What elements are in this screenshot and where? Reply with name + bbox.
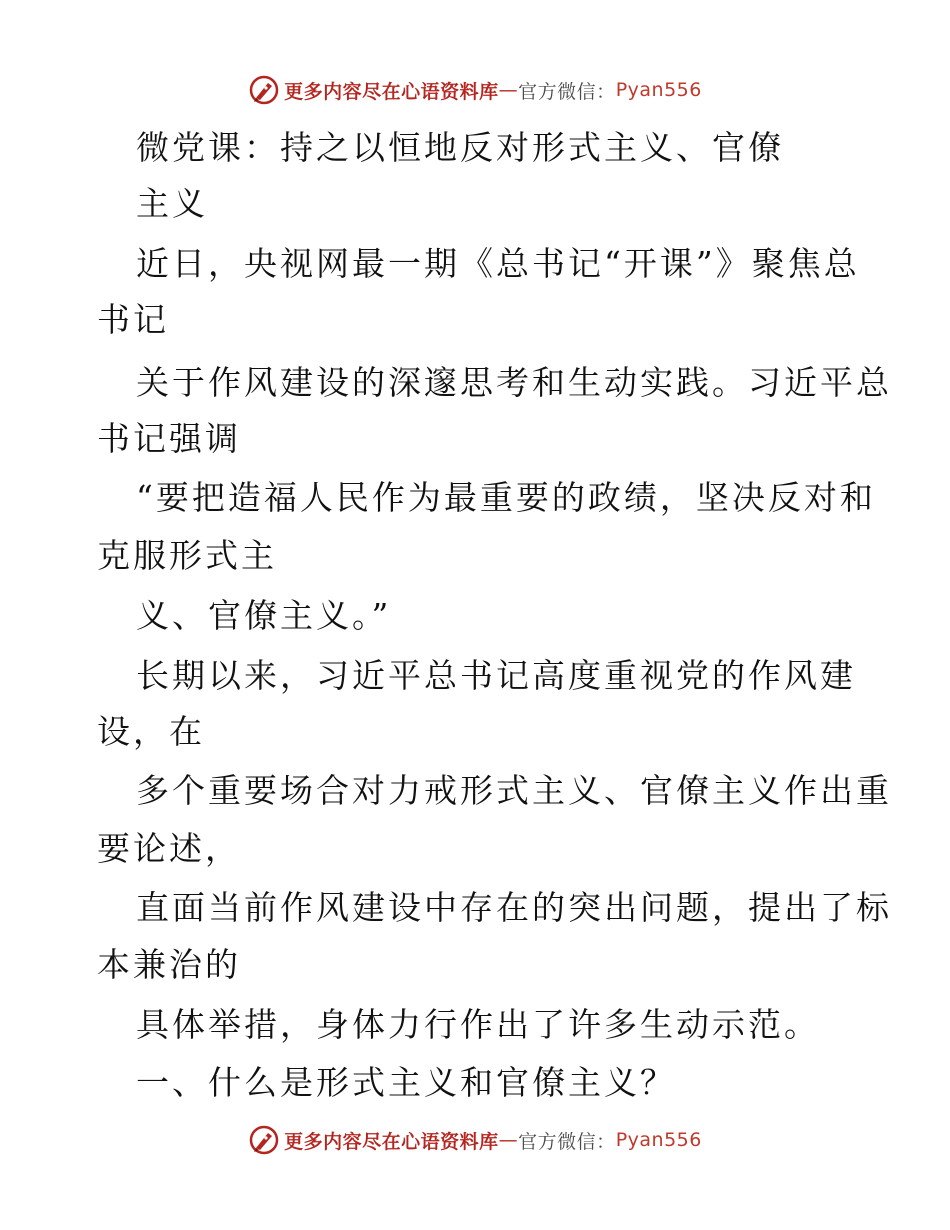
text-line: 设，在 bbox=[97, 712, 205, 751]
document-title-line-1: 微党课：持之以恒地反对形式主义、官僚 bbox=[136, 128, 784, 167]
section-heading: 一、什么是形式主义和官僚主义？ bbox=[136, 1063, 676, 1102]
text-line: 关于作风建设的深邃思考和生动实践。习近平总 bbox=[136, 363, 892, 402]
text-line: 书记 bbox=[97, 300, 169, 339]
banner-separator: — bbox=[498, 1129, 519, 1151]
banner-official-label: 官方微信： bbox=[518, 80, 616, 103]
text-line: 多个重要场合对力戒形式主义、官僚主义作出重 bbox=[136, 771, 892, 810]
pen-logo-icon bbox=[248, 1124, 280, 1156]
footer-banner bbox=[0, 1122, 950, 1158]
banner-brand-text: 更多内容尽在心语资料库 bbox=[284, 1130, 499, 1153]
text-line: 长期以来，习近平总书记高度重视党的作风建 bbox=[136, 656, 856, 695]
text-line: 具体举措，身体力行作出了许多生动示范。 bbox=[136, 1005, 820, 1044]
quote-line: “要把造福人民作为最重要的政绩，坚决反对和 bbox=[136, 478, 876, 517]
document-title-line-2: 主义 bbox=[136, 184, 208, 223]
banner-account-id: Pyan556 bbox=[615, 1129, 702, 1151]
text-line: 近日，央视网最一期《总书记“开课”》聚焦总 bbox=[136, 244, 860, 283]
banner-official-label: 官方微信： bbox=[518, 1130, 616, 1153]
banner-account-id: Pyan556 bbox=[615, 79, 702, 101]
banner-brand-text: 更多内容尽在心语资料库 bbox=[284, 80, 499, 103]
quote-line: 克服形式主 bbox=[97, 536, 277, 575]
quote-line: 义、官僚主义。” bbox=[136, 596, 392, 635]
text-line: 本兼治的 bbox=[97, 945, 241, 984]
text-line: 直面当前作风建设中存在的突出问题，提出了标 bbox=[136, 888, 892, 927]
banner-separator: — bbox=[498, 79, 519, 101]
text-line: 书记强调 bbox=[97, 419, 241, 458]
text-line: 要论述， bbox=[97, 829, 241, 868]
